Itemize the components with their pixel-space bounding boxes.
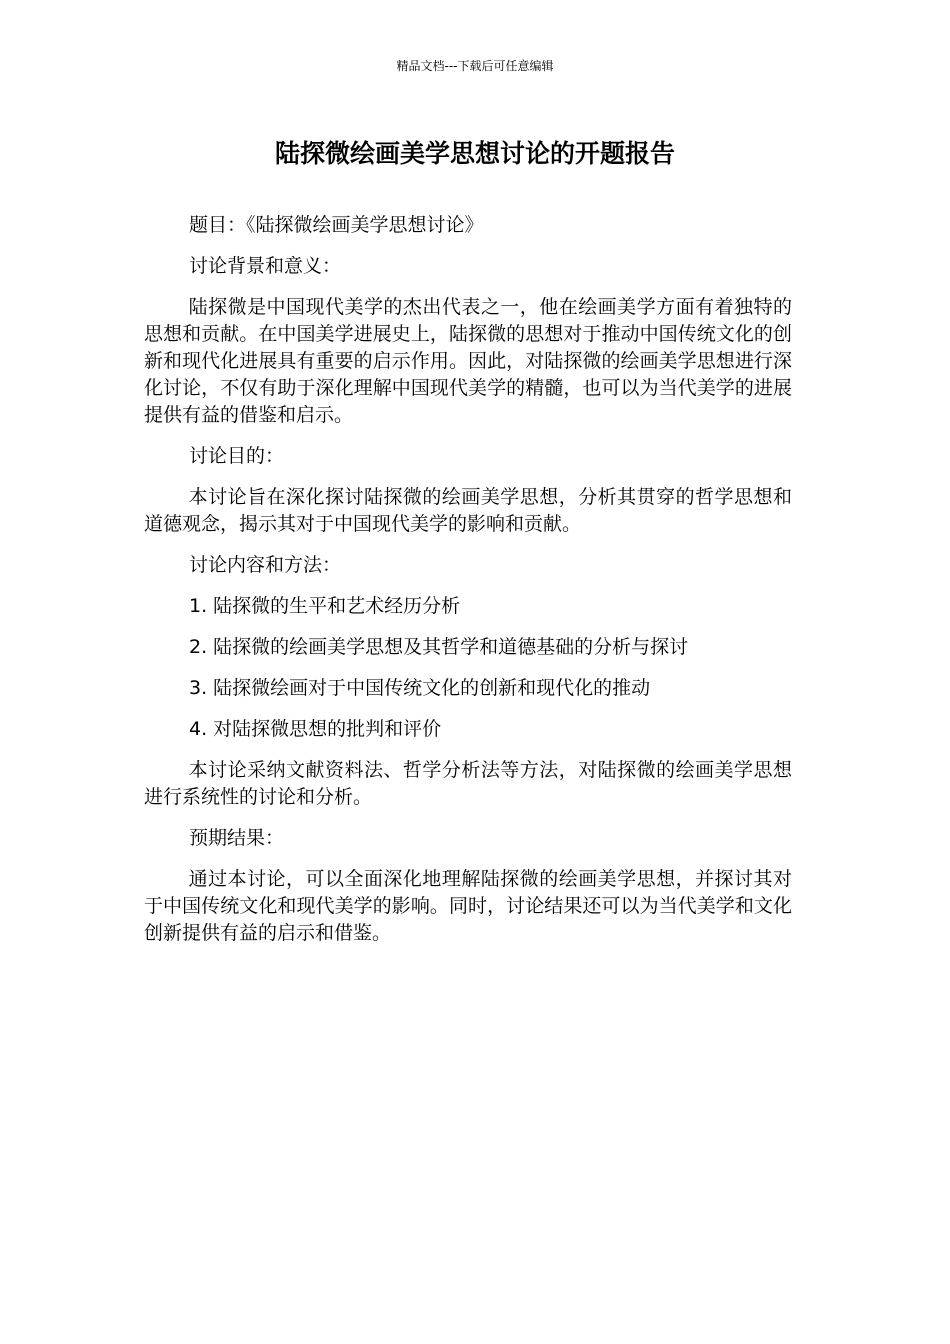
method-paragraph: 本讨论采纳文献资料法、哲学分析法等方法，对陆探微的绘画美学思想进行系统性的讨论和分析。 <box>144 759 792 808</box>
result-label: 预期结果： <box>189 827 285 849</box>
content-label: 讨论内容和方法： <box>189 554 342 576</box>
content-list-item: 2. 陆探微的绘画美学思想及其哲学和道德基础的分析与探讨 <box>189 636 689 658</box>
result-paragraph: 通过本讨论，可以全面深化地理解陆探微的绘画美学思想，并探讨其对于中国传统文化和现代美学的影响。同时，讨论结果还可以为当代美学和文化创新提供有益的启示和借鉴。 <box>144 868 792 944</box>
background-label: 讨论背景和意义： <box>189 255 342 277</box>
document-body <box>144 212 792 961</box>
background-paragraph: 陆探微是中国现代美学的杰出代表之一，他在绘画美学方面有着独特的思想和贡献。在中国美学进展史上，陆探微的思想对于推动中国传统文化的创新和现代化进展具有重要的启示作用。因此，对陆探微的绘画美学思想进行深化讨论，不仅有助于深化理解中国现代美学的精髓，也可以为当代美学的进展提供有益的借鉴和启示。 <box>144 296 792 426</box>
content-list-item: 4. 对陆探微思想的批判和评价 <box>189 718 442 740</box>
document-title: 陆探微绘画美学思想讨论的开题报告 <box>274 139 675 168</box>
topic-line: 题目：《陆探微绘画美学思想讨论》 <box>189 214 484 236</box>
purpose-label: 讨论目的： <box>189 445 285 467</box>
content-list-item: 3. 陆探微绘画对于中国传统文化的创新和现代化的推动 <box>189 677 651 699</box>
header-note: 精品文档---下载后可任意编辑 <box>396 59 554 73</box>
content-list-item: 1. 陆探微的生平和艺术经历分析 <box>189 595 461 617</box>
purpose-paragraph: 本讨论旨在深化探讨陆探微的绘画美学思想，分析其贯穿的哲学思想和道德观念，揭示其对于中国现代美学的影响和贡献。 <box>144 486 792 535</box>
